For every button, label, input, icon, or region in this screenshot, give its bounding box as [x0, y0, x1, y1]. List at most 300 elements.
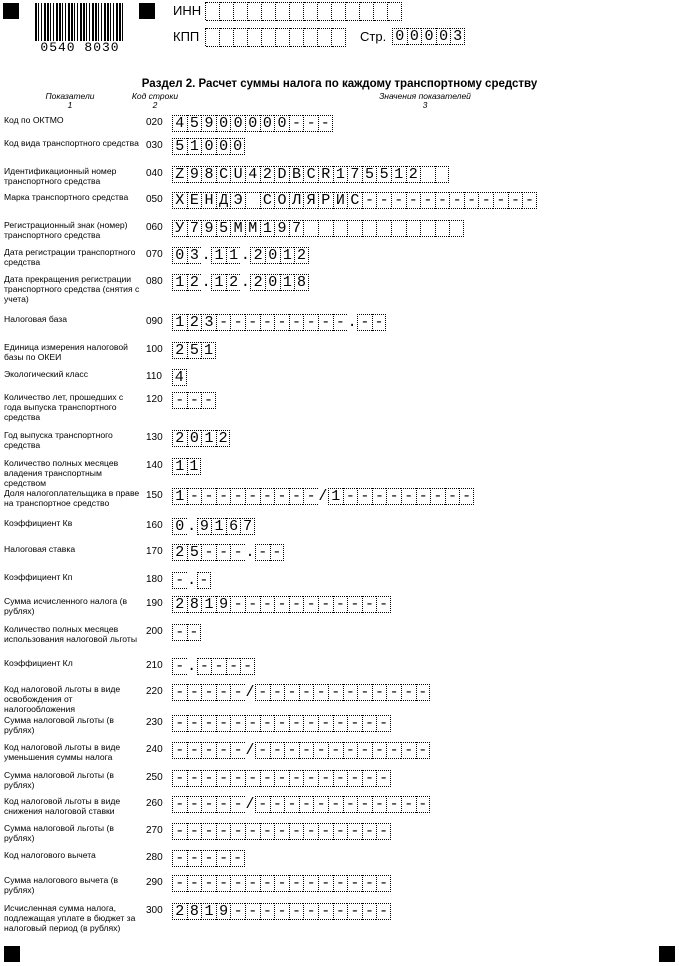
row-value-char-cell: - [274, 715, 289, 732]
row-value-char-cell: - [318, 715, 333, 732]
row-value-char-cell: 1 [211, 247, 226, 264]
row-value-char-cell: - [313, 684, 328, 701]
row-value-char-cell: 4 [245, 166, 260, 183]
column-header-line-code [120, 92, 190, 110]
row-value-char-cell: - [172, 796, 187, 813]
barcode-bars [35, 3, 125, 41]
row-label: Коэффициент Кл [4, 658, 73, 668]
row-value-char-cell: - [270, 684, 285, 701]
row-value-char-cell: 2 [172, 903, 187, 920]
row-value-char-cell: - [362, 903, 377, 920]
row-value-field[interactable] [172, 796, 430, 813]
row-value-char-cell: - [245, 823, 260, 840]
row-value-field[interactable] [172, 192, 537, 209]
row-value-char-cell: - [416, 684, 431, 701]
row-value-field[interactable] [172, 875, 391, 892]
row-value-char-cell: C [216, 166, 231, 183]
row-label: Исчисленная сумма налога, подлежащая уплате в бюджет за налоговый период (в рублях) [4, 903, 136, 933]
row-value-char-cell: С [260, 192, 275, 209]
row-value-char-cell: 5 [172, 138, 187, 155]
row-value-char-cell: - [172, 684, 187, 701]
row-value-char-cell: - [357, 742, 372, 759]
row-value-field[interactable] [172, 458, 201, 475]
page-number-char-cell: 3 [450, 28, 465, 45]
row-value-char-cell: - [270, 742, 285, 759]
row-value-char-cell [318, 220, 333, 237]
row-value-char-cell: - [172, 392, 187, 409]
row-value-char-cell: - [372, 684, 387, 701]
row-value-char-cell: 1 [333, 166, 348, 183]
row-value-field[interactable] [172, 392, 216, 409]
row-value-char-cell: - [187, 823, 202, 840]
row-value-char-cell: - [216, 684, 231, 701]
row-value-char-cell: 2 [406, 166, 421, 183]
row-value-char-cell: 0 [216, 138, 231, 155]
row-value-char-cell: - [245, 770, 260, 787]
row-value-char-cell: 1 [211, 274, 226, 291]
row-value-char-cell: - [270, 796, 285, 813]
row-value-char-cell: - [299, 742, 314, 759]
row-value-field[interactable] [172, 342, 216, 359]
row-value-char-cell: - [289, 770, 304, 787]
corner-marker-top-right [139, 3, 155, 19]
row-value-char-cell [303, 220, 318, 237]
row-value-char-cell: 7 [187, 220, 202, 237]
row-value-char-cell: - [187, 770, 202, 787]
row-code: 290 [146, 877, 163, 888]
row-value-separator: . [347, 314, 357, 331]
row-value-char-cell: Л [289, 192, 304, 209]
row-value-char-cell: - [318, 314, 333, 331]
row-value-char-cell: - [416, 796, 431, 813]
row-value-char-cell: - [343, 684, 358, 701]
row-value-char-cell: - [318, 770, 333, 787]
row-value-char-cell: - [386, 684, 401, 701]
row-value-char-cell: С [347, 192, 362, 209]
row-value-field[interactable] [172, 684, 430, 701]
row-value-char-cell: - [289, 314, 304, 331]
row-label: Код налогового вычета [4, 850, 96, 860]
row-label: Дата регистрации транспортного средства [4, 247, 136, 267]
row-value-char-cell [435, 166, 450, 183]
row-value-char-cell: - [376, 596, 391, 613]
row-value-char-cell: 2 [226, 274, 241, 291]
row-value-char-cell: - [299, 796, 314, 813]
row-value-char-cell: О [274, 192, 289, 209]
row-value-char-cell: - [357, 684, 372, 701]
row-value-char-cell: - [172, 715, 187, 732]
row-value-field[interactable] [172, 488, 474, 505]
row-value-char-cell: - [347, 770, 362, 787]
row-value-char-cell: М [245, 220, 260, 237]
row-value-char-cell: 1 [211, 518, 226, 535]
row-value-char-cell: - [333, 314, 348, 331]
row-code: 270 [146, 825, 163, 836]
row-code: 180 [146, 574, 163, 585]
row-value-field[interactable] [172, 572, 211, 589]
row-value-separator: . [201, 274, 211, 291]
row-value-char-cell: - [201, 823, 216, 840]
row-value-char-cell [245, 192, 260, 209]
column-header-values-num: 3 [422, 100, 428, 110]
row-value-field[interactable] [172, 138, 245, 155]
row-value-char-cell [362, 220, 377, 237]
row-value-char-cell: 0 [260, 115, 275, 132]
row-value-char-cell: 8 [187, 596, 202, 613]
row-value-char-cell: 2 [172, 430, 187, 447]
row-value-char-cell [435, 220, 450, 237]
row-value-char-cell: - [391, 192, 406, 209]
column-header-indicators-text: Показатели [45, 91, 95, 101]
row-value-separator: . [201, 247, 211, 264]
row-value-char-cell: 7 [347, 166, 362, 183]
row-value-char-cell: U [230, 166, 245, 183]
row-value-char-cell: - [216, 715, 231, 732]
row-value-char-cell: - [347, 903, 362, 920]
page-number-char-cell: 0 [421, 28, 436, 45]
row-value-char-cell: - [187, 850, 202, 867]
row-value-field[interactable] [172, 247, 309, 264]
row-value-char-cell: - [260, 903, 275, 920]
row-value-char-cell: - [333, 770, 348, 787]
row-value-char-cell: - [172, 742, 187, 759]
row-label: Сумма налоговой льготы (в рублях) [4, 823, 114, 843]
row-value-char-cell: - [201, 850, 216, 867]
row-value-field[interactable] [172, 220, 464, 237]
row-value-char-cell: 0 [274, 115, 289, 132]
row-value-field[interactable] [172, 369, 187, 386]
row-value-char-cell: - [211, 658, 226, 675]
row-value-char-cell: - [328, 742, 343, 759]
row-value-char-cell: 7 [240, 518, 255, 535]
row-code: 220 [146, 686, 163, 697]
row-value-char-cell: - [230, 903, 245, 920]
row-value-char-cell: 5 [216, 220, 231, 237]
kpp-field[interactable] [205, 28, 346, 46]
row-value-char-cell: 1 [226, 247, 241, 264]
row-value-char-cell [333, 220, 348, 237]
row-code: 230 [146, 717, 163, 728]
row-value-char-cell: - [343, 796, 358, 813]
row-value-char-cell: - [216, 314, 231, 331]
row-value-char-cell: - [216, 875, 231, 892]
row-label: Идентификационный номер транспортного средства [4, 166, 117, 186]
row-value-char-cell: - [201, 488, 216, 505]
row-value-separator: . [187, 658, 197, 675]
row-label: Экологический класс [4, 369, 88, 379]
row-value-char-cell: 6 [226, 518, 241, 535]
row-value-char-cell: 9 [201, 220, 216, 237]
row-value-char-cell: - [230, 314, 245, 331]
row-label: Сумма налоговой льготы (в рублях) [4, 715, 114, 735]
column-header-values-text: Значения показателей [379, 91, 471, 101]
row-value-char-cell: Р [318, 192, 333, 209]
row-value-field[interactable] [172, 596, 391, 613]
row-value-char-cell: - [362, 770, 377, 787]
row-value-char-cell: - [445, 488, 460, 505]
row-value-field[interactable] [172, 314, 386, 331]
row-value-char-cell: - [197, 572, 212, 589]
row-value-char-cell: - [357, 314, 372, 331]
row-label: Марка транспортного средства [4, 192, 129, 202]
row-value-char-cell: - [435, 192, 450, 209]
row-value-char-cell: - [464, 192, 479, 209]
row-code: 040 [146, 168, 163, 179]
row-value-field[interactable] [172, 430, 230, 447]
row-value-char-cell: 1 [260, 220, 275, 237]
row-value-char-cell: 1 [187, 138, 202, 155]
row-value-char-cell: - [376, 715, 391, 732]
row-code: 030 [146, 140, 163, 151]
row-value-char-cell: 3 [201, 314, 216, 331]
row-value-char-cell: Э [230, 192, 245, 209]
row-value-char-cell: - [187, 392, 202, 409]
row-value-char-cell: - [416, 488, 431, 505]
row-value-char-cell: 9 [216, 903, 231, 920]
row-value-char-cell: - [230, 596, 245, 613]
row-code: 150 [146, 490, 163, 501]
row-value-char-cell: - [318, 875, 333, 892]
row-value-char-cell: - [318, 115, 333, 132]
row-value-separator: . [240, 274, 250, 291]
row-value-char-cell: - [201, 392, 216, 409]
row-label: Налоговая ставка [4, 544, 76, 554]
row-value-char-cell: - [255, 796, 270, 813]
row-value-field[interactable] [172, 624, 201, 641]
row-value-char-cell: - [449, 192, 464, 209]
row-value-char-cell: - [187, 796, 202, 813]
row-value-char-cell: D [274, 166, 289, 183]
section-title: Раздел 2. Расчет суммы налога по каждому транспортному средству [141, 78, 538, 90]
row-value-field[interactable] [172, 166, 449, 183]
row-label: Единица измерения налоговой базы по ОКЕИ [4, 342, 128, 362]
row-value-char-cell: 2 [187, 314, 202, 331]
row-label: Дата прекращения регистрации транспортного средства (снятия с учета) [4, 274, 140, 304]
row-value-char-cell: 1 [201, 596, 216, 613]
row-value-char-cell: 4 [172, 369, 187, 386]
row-value-char-cell: 1 [172, 488, 187, 505]
row-value-char-cell: - [401, 796, 416, 813]
row-value-char-cell: - [260, 596, 275, 613]
row-value-char-cell: - [270, 544, 285, 561]
row-value-char-cell: 1 [280, 274, 295, 291]
page-label: Стр. [360, 29, 387, 44]
row-value-char-cell: - [357, 796, 372, 813]
row-code: 300 [146, 905, 163, 916]
row-value-char-cell: 1 [201, 903, 216, 920]
row-value-char-cell: - [303, 115, 318, 132]
row-value-char-cell: И [333, 192, 348, 209]
row-value-char-cell: Н [201, 192, 216, 209]
row-value-char-cell: 0 [201, 138, 216, 155]
row-value-char-cell: - [372, 742, 387, 759]
row-value-char-cell: - [260, 875, 275, 892]
row-value-char-cell: - [274, 875, 289, 892]
row-value-field[interactable] [172, 770, 391, 787]
row-value-char-cell: - [201, 684, 216, 701]
row-code: 200 [146, 626, 163, 637]
row-label: Код налоговой льготы в виде снижения налоговой ставки [4, 796, 121, 816]
row-value-char-cell: - [245, 715, 260, 732]
row-value-char-cell: - [274, 770, 289, 787]
row-value-char-cell: - [230, 770, 245, 787]
row-value-char-cell: - [376, 823, 391, 840]
row-value-char-cell: - [201, 770, 216, 787]
row-value-char-cell: - [318, 903, 333, 920]
row-value-char-cell: - [416, 742, 431, 759]
row-value-char-cell: - [333, 875, 348, 892]
row-value-char-cell: C [303, 166, 318, 183]
row-value-char-cell: 2 [250, 274, 265, 291]
row-value-char-cell: - [303, 823, 318, 840]
row-value-char-cell: - [328, 684, 343, 701]
row-value-char-cell: - [347, 715, 362, 732]
row-value-char-cell: 8 [201, 166, 216, 183]
row-value-char-cell: - [372, 796, 387, 813]
row-value-separator: . [187, 518, 197, 535]
row-value-separator: / [245, 684, 255, 701]
row-value-separator: . [240, 247, 250, 264]
row-value-char-cell: - [230, 796, 245, 813]
row-value-separator: . [187, 572, 197, 589]
row-value-char-cell: Я [303, 192, 318, 209]
row-label: Год выпуска транспортного средства [4, 430, 113, 450]
row-code: 050 [146, 194, 163, 205]
row-value-field[interactable] [172, 544, 284, 561]
row-code: 110 [146, 371, 162, 382]
row-value-char-cell: 2 [172, 596, 187, 613]
row-value-char-cell: 0 [172, 518, 187, 535]
row-value-char-cell: 8 [187, 903, 202, 920]
row-value-char-cell: 5 [187, 544, 202, 561]
row-value-char-cell: - [172, 850, 187, 867]
row-value-char-cell: - [260, 770, 275, 787]
row-value-char-cell: - [216, 850, 231, 867]
row-value-char-cell: - [230, 850, 245, 867]
row-value-field[interactable] [172, 658, 255, 675]
inn-field[interactable] [205, 2, 402, 20]
row-value-field[interactable] [172, 274, 309, 291]
row-value-char-cell: Z [172, 166, 187, 183]
row-value-char-cell: - [372, 314, 387, 331]
row-value-char-cell: - [187, 715, 202, 732]
row-value-field[interactable] [172, 903, 391, 920]
row-value-separator: . [245, 544, 255, 561]
row-label: Налоговая база [4, 314, 68, 324]
row-label: Сумма исчисленного налога (в рублях) [4, 596, 128, 616]
row-value-char-cell: 9 [197, 518, 212, 535]
row-value-char-cell: - [386, 796, 401, 813]
row-label: Сумма налоговой льготы (в рублях) [4, 770, 114, 790]
row-value-char-cell: - [362, 192, 377, 209]
row-value-char-cell: - [386, 742, 401, 759]
row-value-char-cell: - [230, 875, 245, 892]
row-code: 060 [146, 222, 163, 233]
row-value-char-cell: - [362, 875, 377, 892]
row-value-char-cell: - [230, 715, 245, 732]
row-code: 120 [146, 394, 163, 405]
row-value-char-cell: - [260, 823, 275, 840]
column-header-line-code-num: 2 [152, 100, 158, 110]
row-value-char-cell: - [230, 544, 245, 561]
row-code: 070 [146, 249, 163, 260]
row-value-char-cell [406, 220, 421, 237]
row-value-char-cell: - [240, 658, 255, 675]
row-value-char-cell: - [201, 544, 216, 561]
row-value-field[interactable] [172, 823, 391, 840]
row-value-field[interactable] [172, 115, 333, 132]
row-code: 260 [146, 798, 163, 809]
row-value-char-cell: 7 [289, 220, 304, 237]
row-value-char-cell: 1 [280, 247, 295, 264]
row-value-char-cell: - [172, 658, 187, 675]
row-value-field[interactable] [172, 850, 245, 867]
row-value-char-cell: - [274, 823, 289, 840]
row-value-char-cell: - [187, 624, 202, 641]
row-value-char-cell: 1 [172, 274, 187, 291]
row-value-field[interactable] [172, 518, 255, 535]
row-value-char-cell: - [187, 742, 202, 759]
row-value-char-cell: 4 [172, 115, 187, 132]
row-value-char-cell: Е [187, 192, 202, 209]
row-code: 280 [146, 852, 163, 863]
row-value-char-cell: - [260, 314, 275, 331]
row-value-char-cell: 0 [245, 115, 260, 132]
row-value-char-cell: - [313, 742, 328, 759]
row-value-char-cell: 0 [230, 115, 245, 132]
row-value-field[interactable] [172, 742, 430, 759]
row-value-char-cell: - [343, 742, 358, 759]
row-value-char-cell: - [376, 770, 391, 787]
row-value-char-cell: 9 [274, 220, 289, 237]
row-value-char-cell: - [376, 875, 391, 892]
row-label: Коэффициент Кп [4, 572, 73, 582]
row-value-char-cell: 0 [230, 138, 245, 155]
row-value-char-cell [347, 220, 362, 237]
column-header-indicators [30, 92, 110, 110]
row-value-char-cell: - [347, 823, 362, 840]
row-value-field[interactable] [172, 715, 391, 732]
row-value-char-cell: 5 [362, 166, 377, 183]
row-value-char-cell: 3 [187, 247, 202, 264]
row-value-char-cell: - [318, 823, 333, 840]
row-value-char-cell: - [172, 823, 187, 840]
row-value-char-cell: - [197, 658, 212, 675]
row-value-char-cell: - [230, 684, 245, 701]
row-value-char-cell: - [216, 823, 231, 840]
row-code: 170 [146, 546, 163, 557]
row-value-char-cell: - [401, 684, 416, 701]
row-value-char-cell [391, 220, 406, 237]
row-value-char-cell: - [201, 715, 216, 732]
row-value-char-cell: - [522, 192, 537, 209]
row-value-char-cell: 2 [260, 166, 275, 183]
row-label: Доля налогоплательщика в праве на транспортное средство [4, 488, 140, 508]
row-value-separator: / [245, 742, 255, 759]
row-value-char-cell: - [284, 742, 299, 759]
row-value-char-cell: М [230, 220, 245, 237]
row-value-char-cell: - [201, 796, 216, 813]
row-value-char-cell: - [362, 823, 377, 840]
row-label: Код налоговой льготы в виде уменьшения суммы налога [4, 742, 121, 762]
row-code: 140 [146, 460, 163, 471]
row-value-char-cell: - [187, 684, 202, 701]
row-value-char-cell: - [260, 715, 275, 732]
row-code: 080 [146, 276, 163, 287]
row-value-char-cell: - [274, 903, 289, 920]
row-value-char-cell: - [226, 658, 241, 675]
row-value-char-cell: - [303, 903, 318, 920]
